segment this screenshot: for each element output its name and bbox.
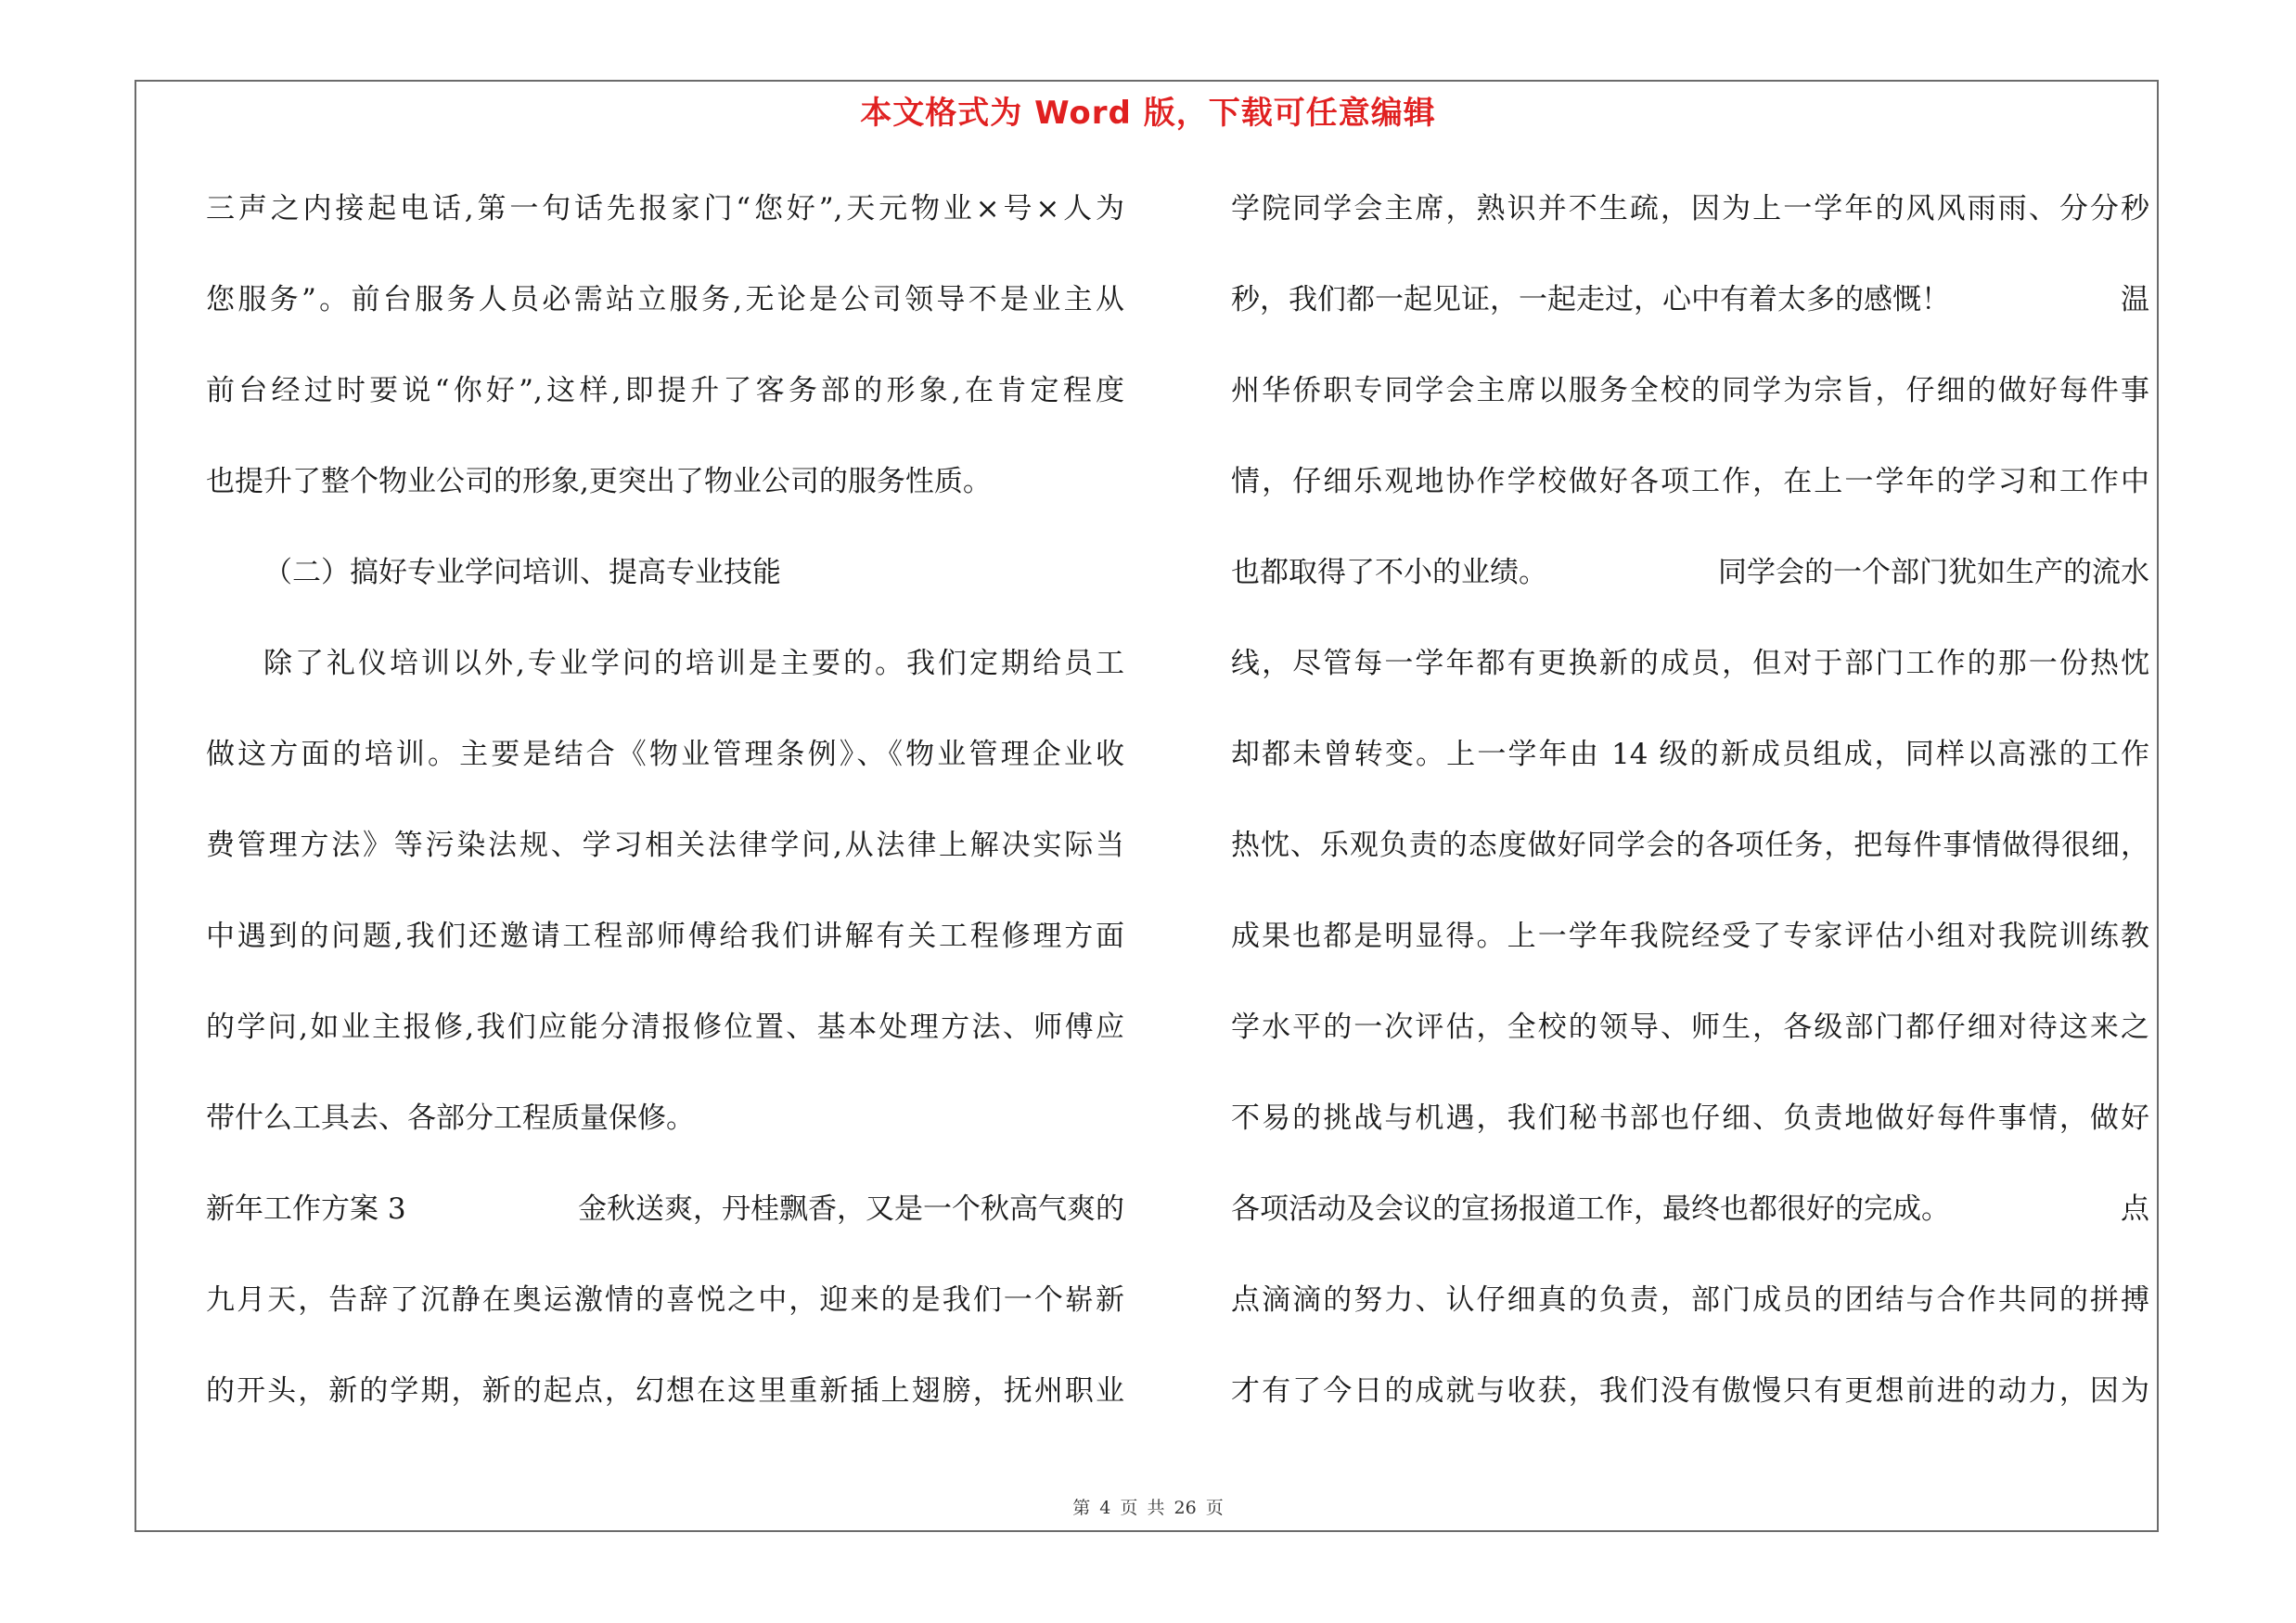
text-line: 情，仔细乐观地协作学校做好各项工作，在上一学年的学习和工作中 (1231, 465, 2149, 498)
text-line: 点滴滴的努力、认仔细真的负责，部门成员的团结与合作共同的拼搏 (1231, 1283, 2149, 1317)
plan-title: 新年工作方案 3 (206, 1192, 406, 1226)
text-line (1231, 545, 2149, 636)
text-line: 除了礼仪培训以外,专业学问的培训是主要的。我们定期给员工 (263, 647, 1124, 680)
text-line: 带什么工具去、各部分工程质量保修。 (206, 1101, 695, 1135)
footer-text: 共 (1147, 1498, 1165, 1518)
text-line: 成果也都是明显得。上一学年我院经受了专家评估小组对我院训练教 (1231, 920, 2149, 953)
footer-text: 页 (1120, 1498, 1138, 1518)
text-line: 热忱、乐观负责的态度做好同学会的各项任务，把每件事情做得很细， (1231, 829, 2149, 862)
footer-text: 页 (1205, 1498, 1224, 1518)
total-pages: 26 (1174, 1498, 1197, 1518)
text-fragment: 同学会的一个部门犹如生产的流水 (1718, 556, 2149, 589)
section-heading: （二）搞好专业学问培训、提高专业技能 (263, 556, 781, 589)
text-line: 才有了今日的成就与收获，我们没有傲慢只有更想前进的动力，因为 (1231, 1374, 2149, 1408)
text-line (206, 1181, 1124, 1272)
text-line: 也提升了整个物业公司的形象,更突出了物业公司的服务性质。 (206, 465, 992, 498)
text-line: 您服务”。前台服务人员必需站立服务,无论是公司领导不是业主从 (206, 283, 1124, 316)
text-line: 中遇到的问题,我们还邀请工程部师傅给我们讲解有关工程修理方面 (206, 920, 1124, 953)
text-line: 做这方面的培训。主要是结合《物业管理条例》、《物业管理企业收 (206, 738, 1124, 771)
text-line: 却都未曾转变。上一学年由 14 级的新成员组成，同样以高涨的工作 (1231, 738, 2149, 771)
text-line: 的开头，新的学期，新的起点，幻想在这里重新插上翅膀，抚州职业 (206, 1374, 1124, 1408)
text-line: 前台经过时要说“你好”,这样,即提升了客务部的形象,在肯定程度 (206, 374, 1124, 407)
text-fragment: 点 (2121, 1192, 2149, 1226)
text-line: 学院同学会主席，熟识并不生疏，因为上一学年的风风雨雨、分分秒 (1231, 192, 2149, 225)
right-column (1231, 181, 2149, 1454)
text-fragment: 也都取得了不小的业绩。 (1231, 556, 1547, 589)
text-line: 州华侨职专同学会主席以服务全校的同学为宗旨，仔细的做好每件事 (1231, 374, 2149, 407)
footer-text: 第 (1072, 1498, 1091, 1518)
text-line: 学水平的一次评估，全校的领导、师生，各级部门都仔细对待这来之 (1231, 1011, 2149, 1044)
left-column (206, 181, 1124, 1454)
text-fragment: 各项活动及会议的宣扬报道工作，最终也都很好的完成。 (1231, 1192, 1950, 1226)
page-banner: 本文格式为 Word 版，下载可任意编辑 (860, 95, 1436, 132)
text-line: 的学问,如业主报修,我们应能分清报修位置、基本处理方法、师傅应 (206, 1011, 1124, 1044)
text-fragment: 秒，我们都一起见证，一起走过，心中有着太多的感慨！ (1231, 283, 1950, 316)
text-line: 不易的挑战与机遇，我们秘书部也仔细、负责地做好每件事情，做好 (1231, 1101, 2149, 1135)
text-line (1231, 272, 2149, 363)
text-line: 线，尽管每一学年都有更换新的成员，但对于部门工作的那一份热忱 (1231, 647, 2149, 680)
text-fragment: 温 (2121, 283, 2149, 316)
text-line: 三声之内接起电话,第一句话先报家门“您好”,天元物业×号×人为 (206, 192, 1124, 225)
text-line (1231, 1181, 2149, 1272)
text-line: 费管理方法》等污染法规、学习相关法律学问,从法律上解决实际当 (206, 829, 1124, 862)
text-fragment: 金秋送爽，丹桂飘香，又是一个秋高气爽的 (578, 1192, 1124, 1226)
page-footer (0, 1494, 2296, 1519)
page-number: 4 (1099, 1498, 1111, 1518)
text-line: 九月天，告辞了沉静在奥运激情的喜悦之中，迎来的是我们一个崭新 (206, 1283, 1124, 1317)
